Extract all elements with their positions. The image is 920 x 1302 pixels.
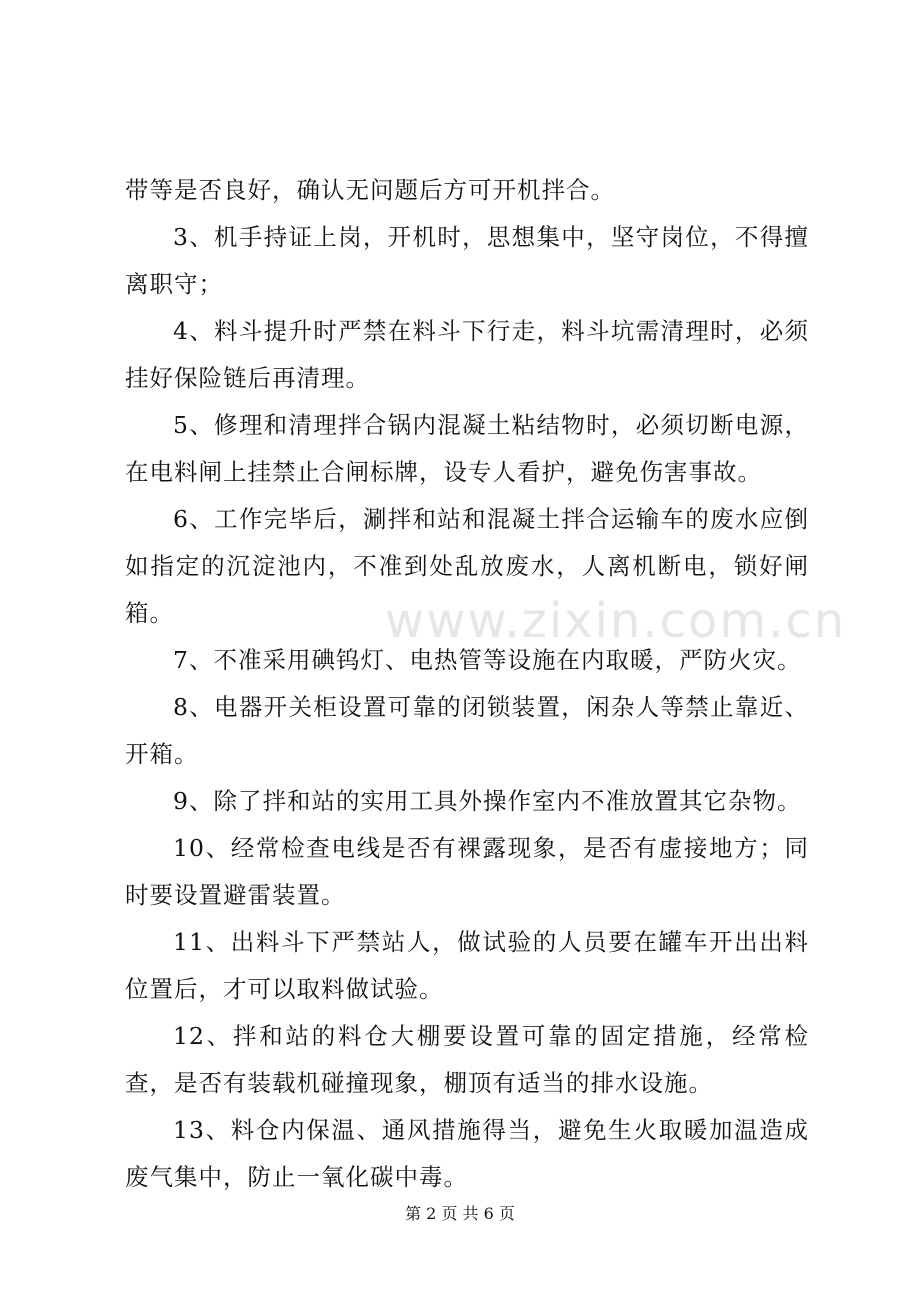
paragraph: 3、机手持证上岗，开机时，思想集中，坚守岗位，不得擅离职守； (125, 223, 809, 298)
paragraph: 13、料仓内保温、通风措施得当，避免生火取暖加温造成废气集中，防止一氧化碳中毒。 (125, 1116, 809, 1191)
paragraph: 带等是否良好，确认无问题后方可开机拌合。 (125, 176, 615, 204)
paragraph: 8、电器开关柜设置可靠的闭锁装置，闲杂人等禁止靠近、开箱。 (125, 693, 809, 768)
paragraph: 11、出料斗下严禁站人，做试验的人员要在罐车开出出料位置后，才可以取料做试验。 (125, 928, 809, 1003)
paragraph: 12、拌和站的料仓大棚要设置可靠的固定措施，经常检查，是否有装载机碰撞现象，棚顶有适当的排水设施。 (125, 1022, 809, 1097)
paragraph: 7、不准采用碘钨灯、电热管等设施在内取暖，严防火灾。 (173, 646, 802, 674)
paragraph: 5、修理和清理拌合锅内混凝土粘结物时，必须切断电源，在电料闸上挂禁止合闸标牌，设专人看护，避免伤害事故。 (125, 411, 809, 486)
watermark: www.zixin.com.cn (385, 593, 847, 649)
paragraph: 4、料斗提升时严禁在料斗下行走，料斗坑需清理时，必须挂好保险链后再清理。 (125, 317, 809, 392)
paragraph: 10、经常检查电线是否有裸露现象，是否有虚接地方；同时要设置避雷装置。 (125, 834, 809, 909)
document-body (125, 167, 809, 1201)
paragraph: 9、除了拌和站的实用工具外操作室内不准放置其它杂物。 (173, 787, 802, 815)
page-footer: 第 2 页 共 6 页 (405, 1204, 515, 1223)
paragraph: 6、工作完毕后，涮拌和站和混凝土拌合运输车的废水应倒如指定的沉淀池内，不准到处乱放废水，人离机断电，锁好闸箱。 (125, 505, 809, 627)
